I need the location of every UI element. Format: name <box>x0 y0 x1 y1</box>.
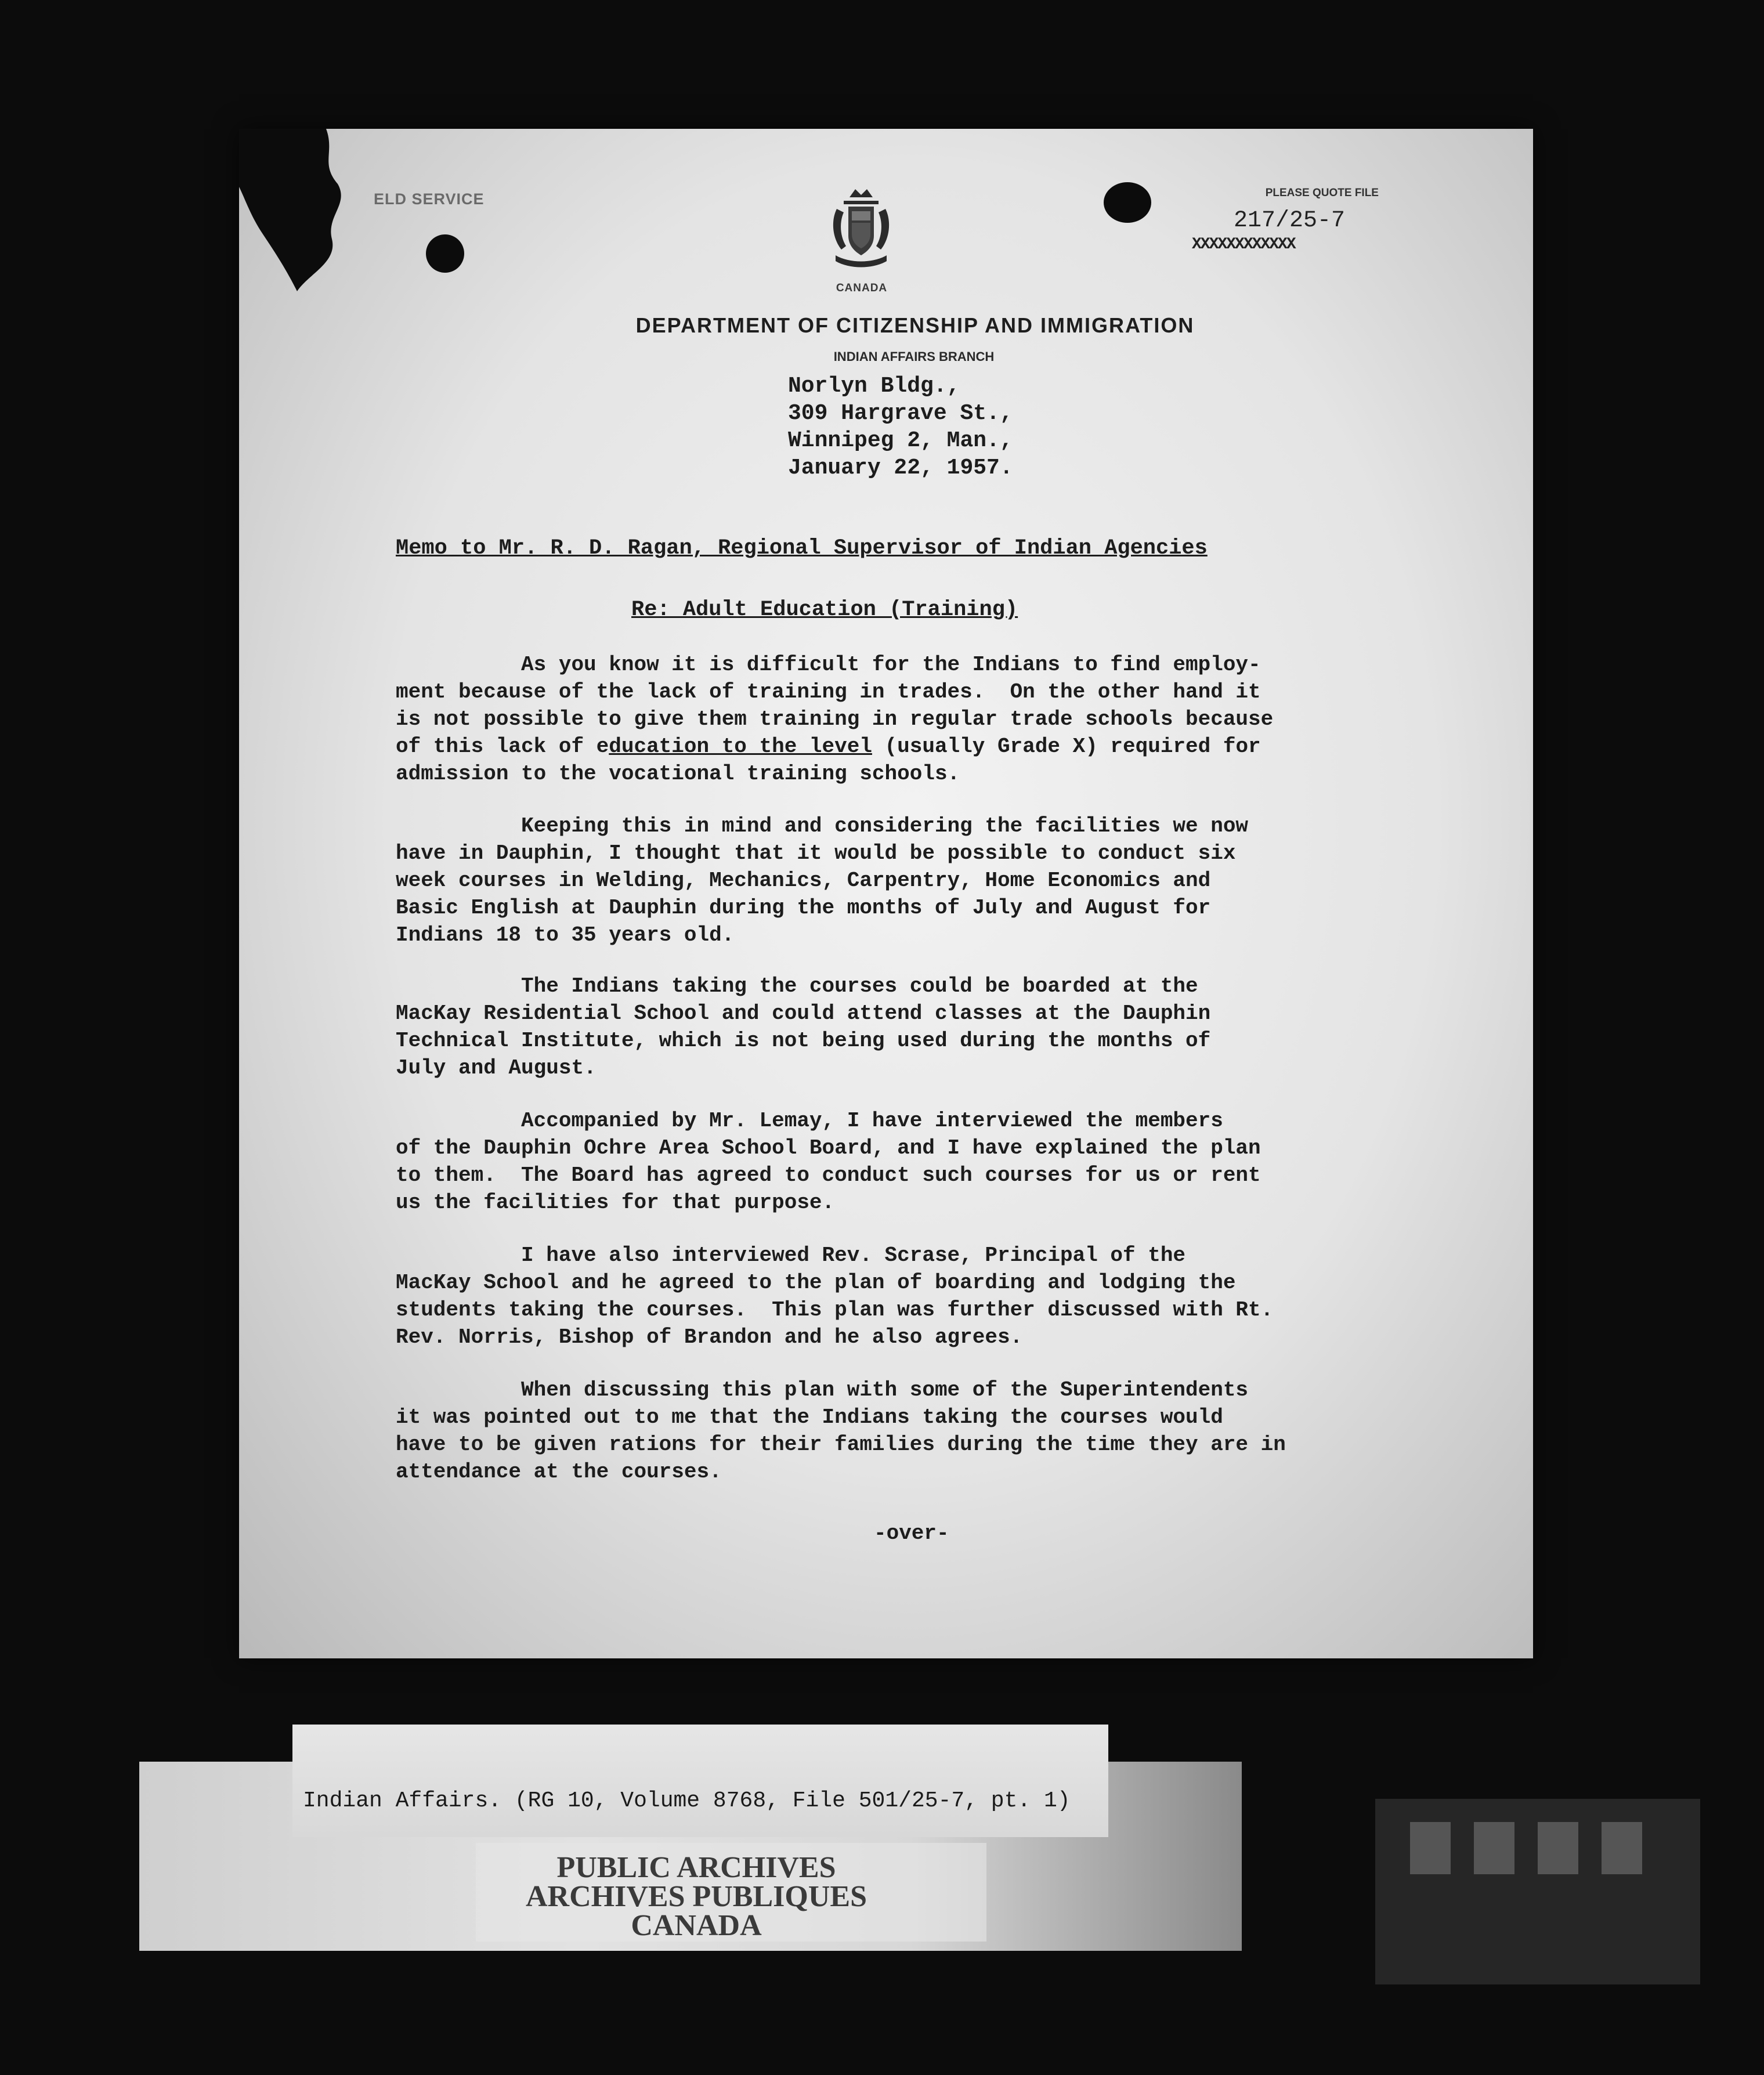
text-line: MacKay Residential School and could attend classes at the Dauphin <box>396 1002 1211 1025</box>
text-line: of the Dauphin Ochre Area School Board, and I have explained the plan <box>396 1136 1261 1160</box>
archive-stamp-line: ARCHIVES PUBLIQUES <box>525 1880 867 1913</box>
torn-corner <box>239 129 355 291</box>
text-line: When discussing this plan with some of the Superintendents <box>396 1378 1249 1402</box>
film-frame-counter <box>1375 1799 1700 1984</box>
text-line: Accompanied by Mr. Lemay, I have interviewed the members <box>396 1109 1223 1133</box>
text-line: have to be given rations for their families during the time they are in <box>396 1433 1286 1456</box>
text-line: ment because of the lack of training in trades. On the other hand it <box>396 680 1261 704</box>
text-line: I have also interviewed Rev. Scrase, Principal of the <box>396 1243 1186 1267</box>
address-line: Winnipeg 2, Man., <box>788 428 1013 453</box>
crest-caption: CANADA <box>836 282 888 294</box>
canada-coat-of-arms <box>826 186 896 273</box>
text-line: week courses in Welding, Mechanics, Carpentry, Home Economics and <box>396 869 1211 892</box>
text-line: it was pointed out to me that the Indians taking the courses would <box>396 1405 1223 1429</box>
text-line: Rev. Norris, Bishop of Brandon and he also agrees. <box>396 1325 1023 1349</box>
text-line: Basic English at Dauphin during the months of July and August for <box>396 896 1211 920</box>
underlined-phrase: ducation to the level <box>609 735 872 758</box>
text-line: have in Dauphin, I thought that it would be possible to conduct six <box>396 841 1236 865</box>
file-number: 217/25-7 <box>1234 208 1346 234</box>
text-line: of this lack of education to the level (usually Grade X) required for <box>396 735 1261 758</box>
page-continuation: -over- <box>874 1521 949 1545</box>
text-line: to them. The Board has agreed to conduct such courses for us or rent <box>396 1163 1261 1187</box>
letter-date: January 22, 1957. <box>788 456 1013 480</box>
text-line: is not possible to give them training in regular trade schools because <box>396 707 1274 731</box>
archive-stamp-line: PUBLIC ARCHIVES <box>556 1851 836 1884</box>
text-line: The Indians taking the courses could be boarded at the <box>396 974 1198 998</box>
text-line: MacKay School and he agreed to the plan of boarding and lodging the <box>396 1271 1236 1295</box>
text-line: Keeping this in mind and considering the facilities we now <box>396 814 1249 838</box>
department-name: DEPARTMENT OF CITIZENSHIP AND IMMIGRATION <box>635 313 1195 337</box>
text-line: As you know it is difficult for the Indians to find employ- <box>396 653 1261 677</box>
struck-file-number: XXXXXXXXXXXX <box>1192 236 1295 254</box>
text-line: us the facilities for that purpose. <box>396 1191 835 1214</box>
counter-slot <box>1538 1822 1578 1874</box>
memo-recipient: Memo to Mr. R. D. Ragan, Regional Supervisor of Indian Agencies <box>396 536 1208 561</box>
archive-reference: Indian Affairs. (RG 10, Volume 8768, File 501/25-7, pt. 1) <box>303 1788 1071 1813</box>
text-line: admission to the vocational training schools. <box>396 762 960 786</box>
service-fragment: ELD SERVICE <box>374 190 485 208</box>
address-line: 309 Hargrave St., <box>788 401 1013 426</box>
text-line: attendance at the courses. <box>396 1460 722 1484</box>
text-line: Technical Institute, which is not being used during the months of <box>396 1029 1211 1053</box>
memo-subject: Re: Adult Education (Training) <box>631 598 1018 622</box>
quote-file-label: PLEASE QUOTE FILE <box>1265 187 1379 199</box>
branch-name: INDIAN AFFAIRS BRANCH <box>833 349 995 364</box>
text-line: July and August. <box>396 1056 597 1080</box>
counter-slot <box>1474 1822 1514 1874</box>
punch-hole-left <box>426 234 464 273</box>
text-line: Indians 18 to 35 years old. <box>396 923 735 947</box>
counter-slot <box>1602 1822 1642 1874</box>
text-line: students taking the courses. This plan was further discussed with Rt. <box>396 1298 1274 1322</box>
address-line: Norlyn Bldg., <box>788 374 960 399</box>
archive-stamp-line: CANADA <box>631 1909 762 1942</box>
counter-slot <box>1410 1822 1451 1874</box>
punch-hole-right <box>1104 182 1151 223</box>
archive-reference-label <box>292 1725 1108 1837</box>
letter-page <box>239 129 1533 1658</box>
